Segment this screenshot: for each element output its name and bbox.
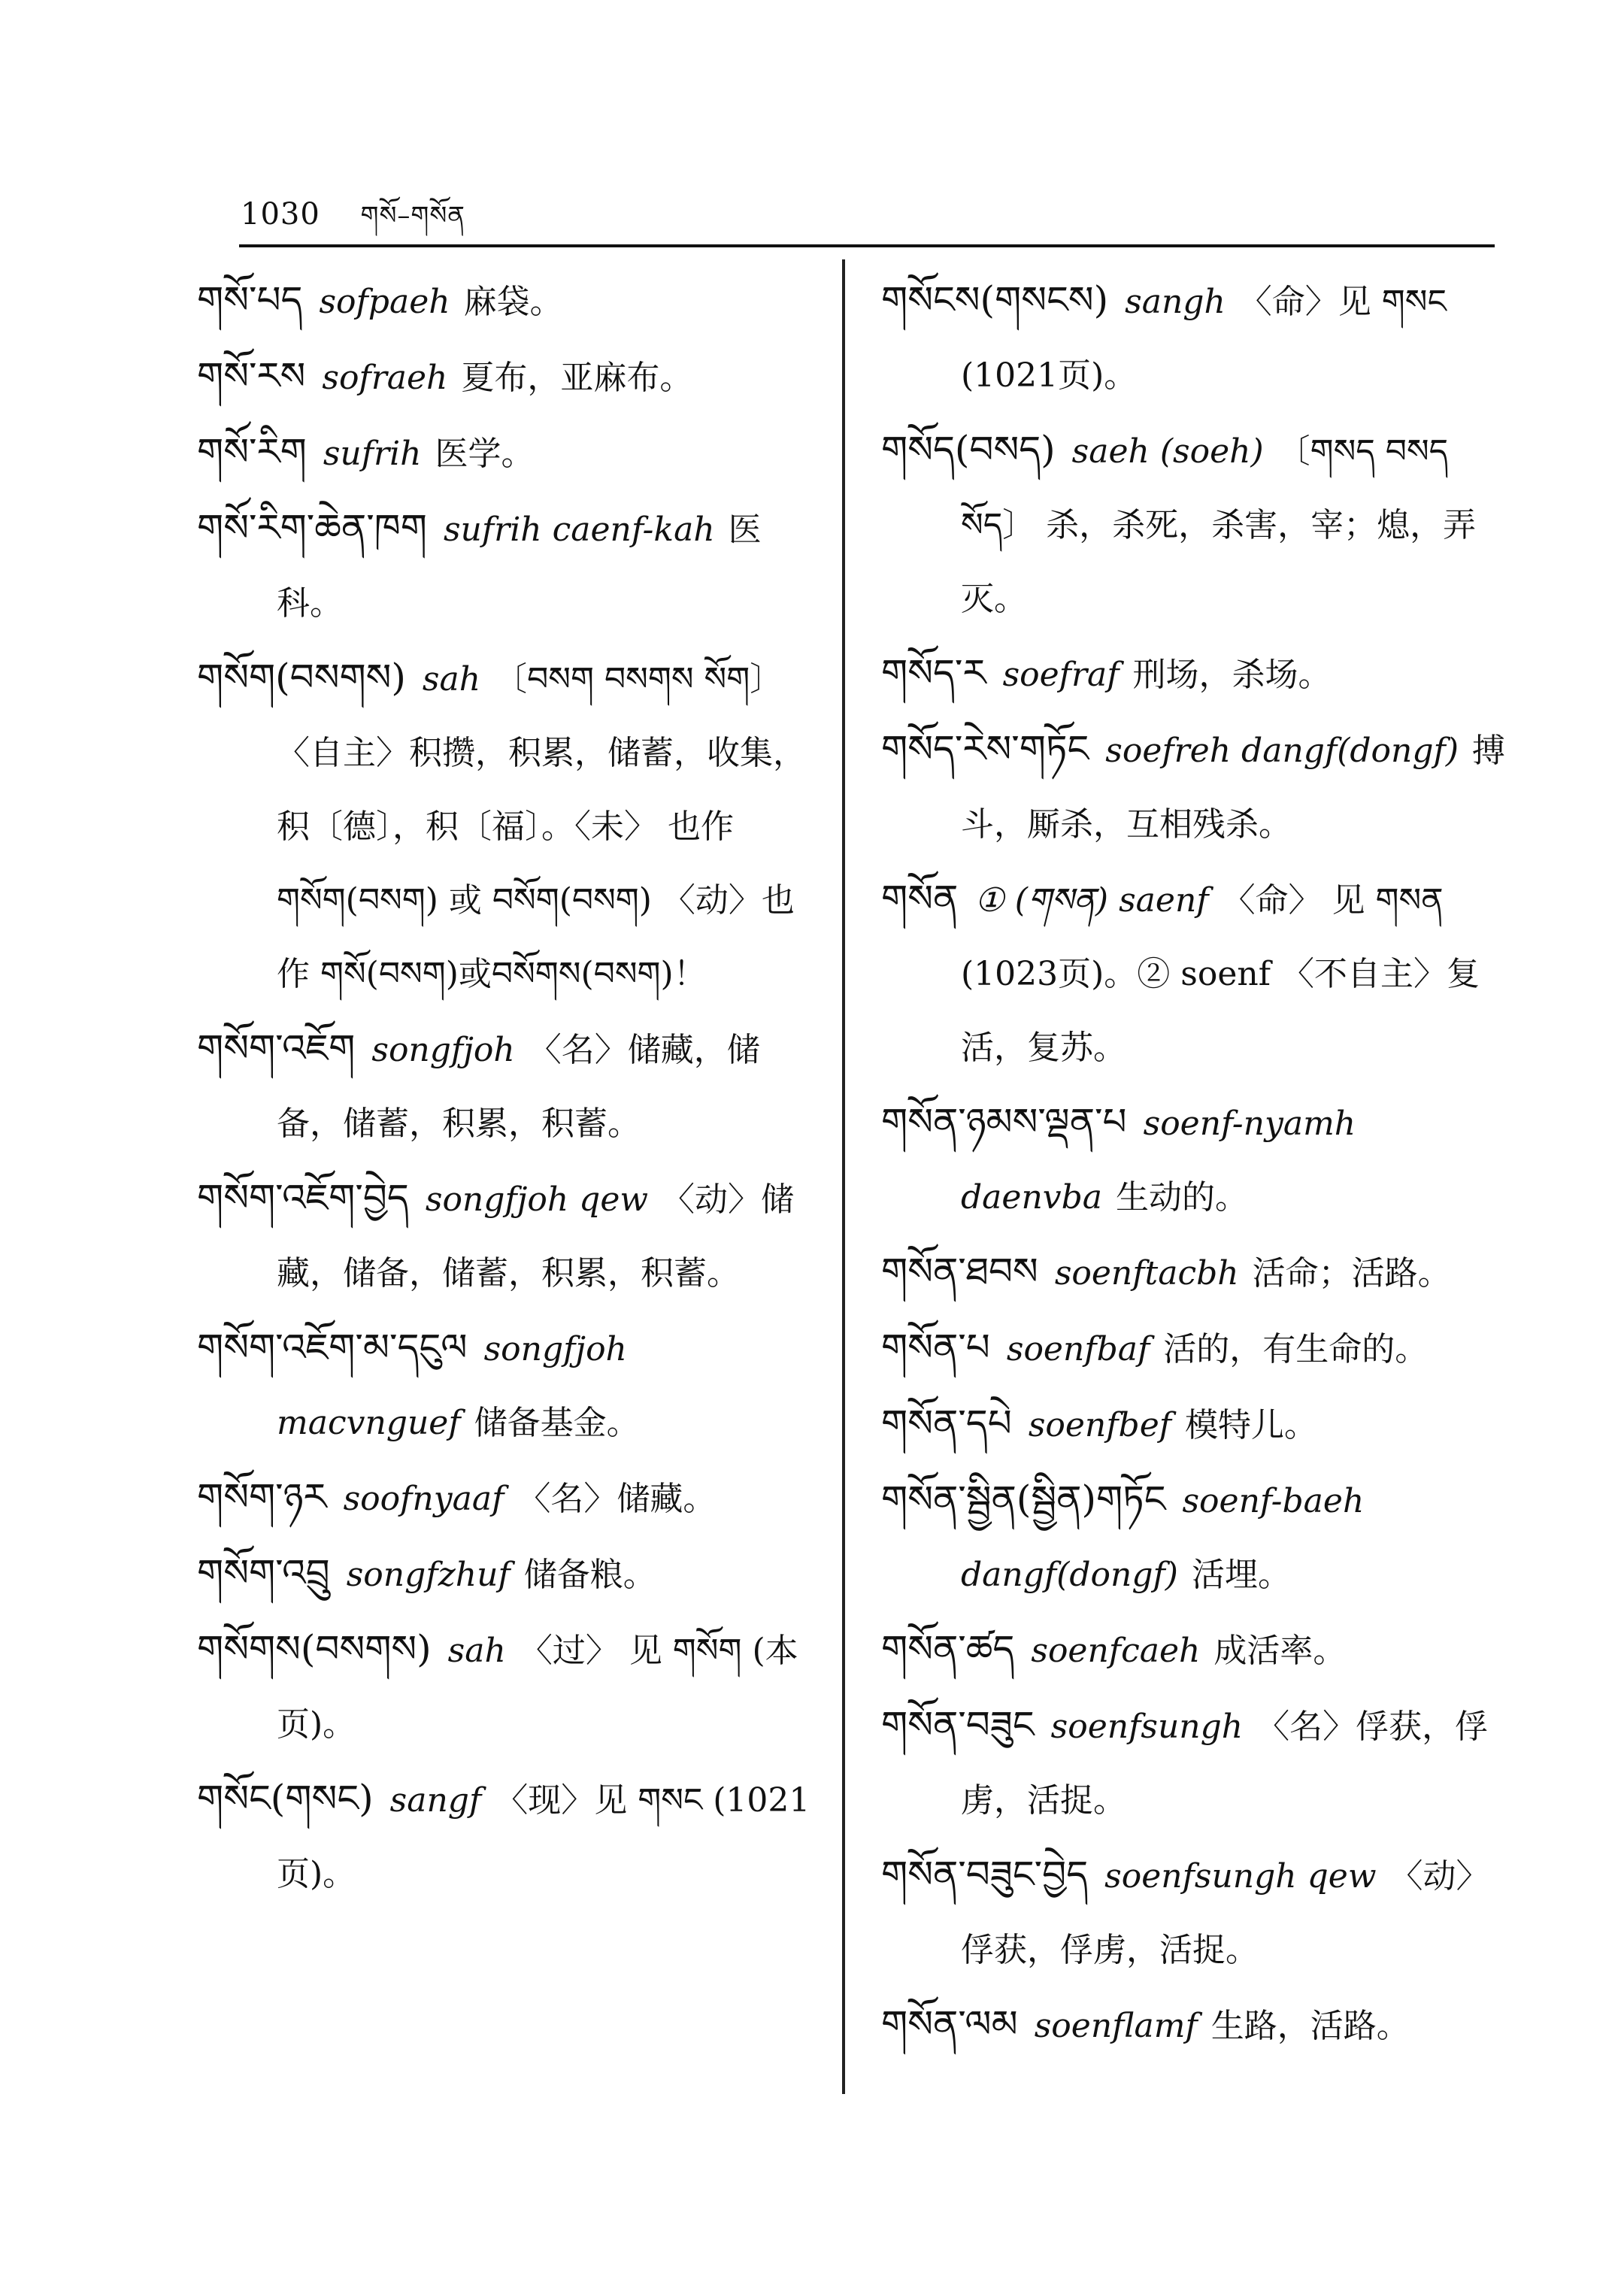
entry-headword: གསོ་རིག: [197, 430, 307, 474]
entry-phonetic: soenf-baeh dangf(dongf): [961, 1482, 1365, 1594]
entry-definition: 〈名〉储藏。: [517, 1480, 717, 1518]
entry-definition: 医学。: [435, 435, 535, 473]
entry-headword: གསོན: [881, 877, 959, 920]
entry-phonetic: sufrih caenf-kah: [443, 511, 715, 549]
entry-definition: 〈过〉 见 གསོག (本页)。: [277, 1632, 798, 1744]
entry-phonetic: sah: [447, 1632, 506, 1670]
entry-definition: 〈动〉俘获，俘虏，活捉。: [961, 1857, 1489, 1969]
entry-phonetic: sofraeh: [322, 359, 448, 397]
dictionary-entry: [197, 1612, 821, 1762]
entry-definition: 成活率。: [1213, 1632, 1347, 1670]
dictionary-entry: [881, 1311, 1505, 1386]
dictionary-entry: [197, 1536, 821, 1612]
entry-definition: 〈名〉俘获，俘虏，活捉。: [961, 1708, 1489, 1820]
entry-phonetic: soenfsungh qew: [1104, 1857, 1377, 1896]
dictionary-entry: [197, 491, 821, 641]
entry-definition: 〈命〉 见 གསན (1023页)。② soenf 〈不自主〉复活，复苏。: [961, 881, 1480, 1067]
right-column: [881, 263, 1505, 2063]
entry-headword: གསོན་པ: [881, 1326, 990, 1369]
entry-definition: 储备基金。: [474, 1404, 640, 1442]
dictionary-entry: [881, 1688, 1505, 1838]
entry-headword: གསོན་སྦྱིན(སྦྱིན)གཏོང: [881, 1477, 1166, 1521]
entry-definition: 〈现〉见 གསང (1021页)。: [277, 1781, 810, 1893]
entry-headword: གསོག་འཇོག་མ་དངུལ: [197, 1326, 468, 1369]
entry-headword: གསོངས(གསངས): [881, 278, 1109, 322]
dictionary-entry: [881, 712, 1505, 862]
dictionary-entry: [881, 1987, 1505, 2063]
entry-definition: 活埋。: [1191, 1556, 1291, 1594]
dictionary-entry: [881, 1462, 1505, 1612]
dictionary-entry: [197, 1762, 821, 1911]
entry-headword: གསོག་ཉར: [197, 1475, 327, 1519]
entry-headword: གསོ་རས: [197, 354, 306, 398]
entry-phonetic: soenfsungh: [1050, 1708, 1244, 1746]
entry-headword: གསོ་པད: [197, 278, 303, 322]
entry-headword: གསོན་བཟུང་བྱེད: [881, 1853, 1089, 1896]
entry-headword: གསོན་དཔེ: [881, 1402, 1012, 1445]
dictionary-entry: [197, 641, 821, 1011]
entry-phonetic: soenfbaf: [1006, 1330, 1150, 1368]
dictionary-entry: [197, 1311, 821, 1460]
entry-headword: གསོག་འཇོག་བྱེད: [197, 1176, 409, 1220]
entry-phonetic: soenftacbh: [1054, 1254, 1239, 1293]
entry-headword: གསོན་ཐབས: [881, 1250, 1038, 1293]
entry-phonetic: sangf: [389, 1781, 482, 1820]
entry-phonetic: songfzhuf: [346, 1556, 511, 1594]
entry-phonetic: soenf-nyamh daenvba: [961, 1105, 1356, 1217]
entry-definition: 〈名〉储藏，储备，储蓄，积累，积蓄。: [277, 1031, 760, 1143]
entry-range: གསོ–གསོན: [360, 201, 465, 231]
entry-definition: 麻袋。: [463, 283, 563, 321]
entry-headword: གསོན་བཟུང: [881, 1703, 1035, 1747]
entry-headword: གསོང(གསང): [197, 1777, 374, 1820]
entry-phonetic: songfjoh qew: [425, 1180, 649, 1219]
column-divider: [842, 259, 845, 2094]
entry-headword: གསོག(བསགས): [197, 656, 406, 699]
dictionary-entry: [881, 862, 1505, 1085]
entry-definition: 搏斗，厮杀，互相残杀。: [961, 732, 1506, 844]
entry-phonetic: soenfcaeh: [1031, 1632, 1201, 1670]
entry-definition: 活命；活路。: [1252, 1254, 1451, 1293]
page-number: 1030: [241, 197, 320, 232]
entry-phonetic: soenflamf: [1034, 2007, 1198, 2045]
dictionary-entry: [881, 263, 1505, 413]
entry-phonetic: songfjoh macvnguef: [277, 1330, 627, 1442]
dictionary-entry: [881, 1612, 1505, 1688]
dictionary-entry: [197, 263, 821, 339]
page-header: [241, 186, 465, 259]
dictionary-entry: [881, 413, 1505, 636]
entry-definition: 刑场，杀场。: [1132, 656, 1332, 694]
entry-headword: གསོན་ཉམས་ལྡན་པ: [881, 1100, 1127, 1144]
entry-headword: གསོགས(བསགས): [197, 1627, 432, 1671]
entry-phonetic: sangh: [1125, 283, 1226, 321]
entry-phonetic: songfjoh: [371, 1031, 515, 1069]
dictionary-entry: [881, 1085, 1505, 1235]
entry-definition: 储备粮。: [523, 1556, 656, 1594]
entry-definition: 〔བསག བསགས སོག〕 〈自主〉积攒，积累，储蓄，收集，积〔德〕，积〔福〕。〈未〉 也作 གསོག(བསག) 或 བསོག(བསག) 〈动〉也作 གསོ(བསག)或བསོགས(བསག)！: [277, 660, 806, 993]
dictionary-entry: [197, 339, 821, 415]
entry-headword: གསོད(བསད): [881, 428, 1056, 471]
dictionary-entry: [881, 1386, 1505, 1462]
entry-headword: གསོད་ར: [881, 651, 986, 695]
entry-phonetic: saeh (soeh): [1071, 432, 1264, 471]
entry-definition: 生动的。: [1116, 1178, 1249, 1217]
entry-definition: 医科。: [277, 511, 762, 623]
dictionary-entry: [197, 415, 821, 491]
entry-phonetic: ① (གསན) saenf: [974, 881, 1209, 920]
entry-phonetic: sofpaeh: [319, 283, 450, 321]
entry-phonetic: soenfbef: [1028, 1406, 1172, 1444]
entry-definition: 活的，有生命的。: [1163, 1330, 1429, 1368]
entry-headword: གསོ་རིག་ཆེན་ཁག: [197, 506, 427, 550]
entry-phonetic: sufrih: [323, 435, 422, 473]
dictionary-entry: [197, 1011, 821, 1161]
entry-definition: 夏布，亚麻布。: [461, 359, 693, 397]
entry-phonetic: soefreh dangf(dongf): [1105, 732, 1459, 770]
entry-definition: 〔གསད བསད སོད〕 杀，杀死，杀害，宰；熄，弄灭。: [961, 432, 1477, 618]
entry-definition: 〈动〉储藏，储备，储蓄，积累，积蓄。: [277, 1180, 795, 1293]
header-rule: [239, 244, 1495, 247]
entry-headword: གསོག་འཇོག: [197, 1026, 356, 1070]
entry-phonetic: sah: [422, 660, 481, 699]
dictionary-entry: [197, 1460, 821, 1536]
entry-headword: གསོག་འབྲུ: [197, 1551, 330, 1595]
dictionary-entry: [197, 1161, 821, 1311]
entry-headword: གསོན་ལམ: [881, 2002, 1018, 2046]
entry-definition: 模特儿。: [1185, 1406, 1318, 1444]
dictionary-entry: [881, 1235, 1505, 1311]
entry-phonetic: soofnyaaf: [343, 1480, 504, 1518]
entry-phonetic: soefraf: [1002, 656, 1120, 694]
dictionary-entry: [881, 1838, 1505, 1987]
entry-definition: 〈命〉见 གསང (1021页)。: [961, 283, 1447, 395]
entry-headword: གསོན་ཚད: [881, 1627, 1015, 1671]
entry-definition: 生路，活路。: [1210, 2007, 1410, 2045]
left-column: [197, 263, 821, 1911]
entry-headword: གསོད་རེས་གཏོང: [881, 727, 1089, 771]
dictionary-entry: [881, 636, 1505, 712]
